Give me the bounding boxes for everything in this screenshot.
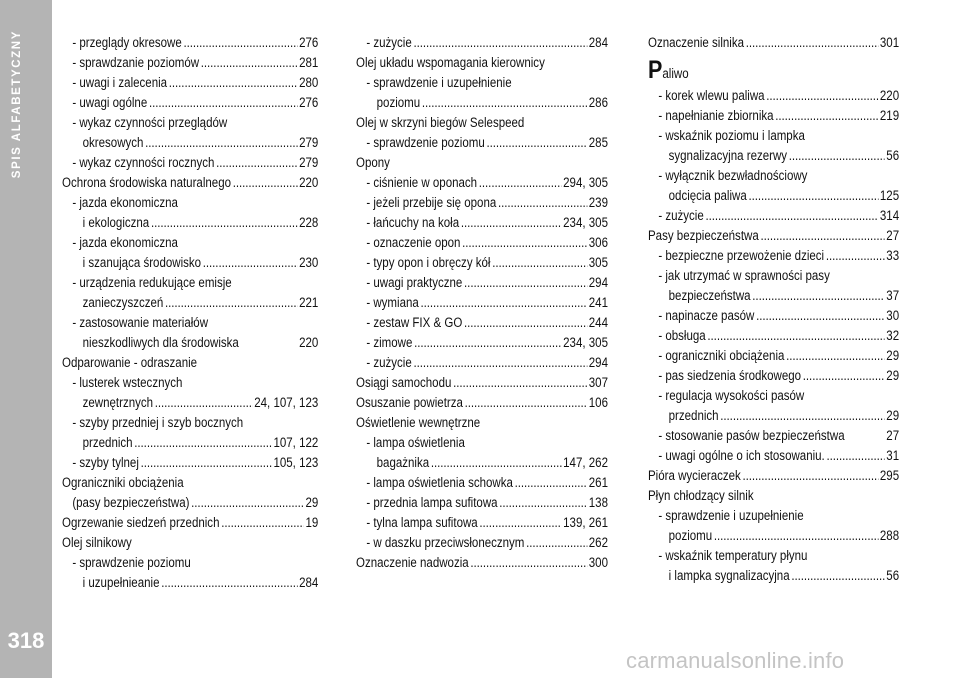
page-reference: 105, 123	[273, 455, 319, 470]
index-entry: Olej w skrzyni biegów Selespeed	[356, 115, 525, 130]
index-entry	[62, 153, 318, 173]
entry-text: - w daszku przeciwsłonecznym	[366, 535, 525, 550]
index-entry	[62, 73, 318, 93]
page-reference: 286	[588, 95, 608, 110]
entry-text: - pas siedzenia środkowego	[658, 368, 802, 383]
page-reference: 32	[886, 328, 900, 343]
entry-text: - ciśnienie w oponach	[366, 175, 478, 190]
dot-leader	[461, 213, 562, 233]
dot-leader	[414, 333, 561, 353]
index-entry: - jazda ekonomiczna	[72, 235, 178, 250]
dot-leader	[756, 306, 885, 326]
dot-leader	[191, 493, 304, 513]
page-reference: 261	[588, 475, 608, 490]
entry-text: Osiągi samochodu	[356, 375, 452, 390]
dot-leader	[165, 293, 297, 313]
dot-leader	[464, 313, 587, 333]
index-entry	[356, 373, 608, 393]
index-entry	[356, 513, 608, 533]
dot-leader	[826, 446, 884, 466]
section-heading-rest: aliwo	[662, 66, 689, 81]
page-reference: 234, 305	[563, 215, 608, 230]
index-entry	[356, 293, 608, 313]
dot-leader	[803, 366, 885, 386]
dot-leader	[169, 73, 298, 93]
entry-text: i lampka sygnalizacyjna	[668, 568, 790, 583]
entry-text: okresowych	[82, 135, 144, 150]
entry-text: Oznaczenie silnika	[648, 35, 745, 50]
page-reference: 107, 122	[273, 435, 319, 450]
index-entry: - jazda ekonomiczna	[72, 195, 178, 210]
page-reference: 294	[588, 275, 608, 290]
dot-leader	[413, 33, 587, 53]
index-entry	[648, 146, 899, 166]
index-entry	[356, 453, 608, 473]
dot-leader	[791, 566, 884, 586]
index-entry: - wykaz czynności przeglądów	[72, 115, 228, 130]
page-reference: 239	[588, 195, 608, 210]
page-reference: 220	[299, 335, 319, 350]
dot-leader	[826, 246, 885, 266]
index-entry	[648, 206, 899, 226]
entry-text: - korek wlewu paliwa	[658, 88, 765, 103]
sidebar-title: SPIS ALFABETYCZNY	[11, 30, 23, 179]
index-entry	[356, 493, 608, 513]
index-entry	[62, 573, 318, 593]
entry-text: - napełnianie zbiornika	[658, 108, 774, 123]
index-entry	[62, 93, 318, 113]
entry-text: - przednia lampa sufitowa	[366, 495, 498, 510]
entry-text: - lampa oświetlenia schowka	[366, 475, 513, 490]
entry-text: Pióra wycieraczek	[648, 468, 741, 483]
dot-leader	[221, 513, 304, 533]
entry-text: przednich	[668, 408, 719, 423]
page-reference: 307	[588, 375, 608, 390]
page-reference: 138	[588, 495, 608, 510]
index-entry: - sprawdzenie i uzupełnienie	[366, 75, 512, 90]
page-reference: 280	[299, 75, 319, 90]
dot-leader	[492, 253, 587, 273]
index-entry	[62, 433, 318, 453]
entry-text: - napinacze pasów	[658, 308, 755, 323]
entry-text: nieszkodliwych dla środowiska	[82, 335, 239, 350]
entry-text: - szyby tylnej	[72, 455, 139, 470]
page-reference: 279	[299, 155, 319, 170]
page-reference: 305	[588, 255, 608, 270]
index-entry	[356, 313, 608, 333]
entry-text: Osuszanie powietrza	[356, 395, 463, 410]
index-column-2	[356, 33, 608, 573]
entry-text: - ograniczniki obciążenia	[658, 348, 785, 363]
entry-text: Ochrona środowiska naturalnego	[62, 175, 232, 190]
entry-text: i uzupełnieanie	[82, 575, 160, 590]
page-reference: 294, 305	[563, 175, 608, 190]
index-entry	[648, 526, 899, 546]
index-entry	[648, 186, 899, 206]
page-reference: 281	[299, 55, 319, 70]
page-reference: 220	[299, 175, 319, 190]
index-entry	[648, 226, 899, 246]
dot-leader	[526, 533, 587, 553]
index-entry	[648, 566, 899, 586]
page-reference: 33	[886, 248, 900, 263]
index-entry	[62, 213, 318, 233]
index-entry: Opony	[356, 155, 390, 170]
dot-leader	[707, 326, 884, 346]
page-reference: 29	[305, 495, 319, 510]
index-entry	[648, 33, 899, 53]
dot-leader	[203, 253, 298, 273]
index-entry: - urządzenia redukujące emisje	[72, 275, 232, 290]
dot-leader	[479, 173, 562, 193]
dot-leader	[760, 226, 884, 246]
index-entry	[648, 346, 899, 366]
index-entry: Olej układu wspomagania kierownicy	[356, 55, 545, 70]
dot-leader	[705, 206, 878, 226]
index-entry	[356, 93, 608, 113]
index-column-1	[62, 33, 318, 593]
entry-text: - jeżeli przebije się opona	[366, 195, 497, 210]
dot-leader	[479, 513, 561, 533]
entry-text: - uwagi i zalecenia	[72, 75, 168, 90]
entry-text: (pasy bezpieczeństwa)	[72, 495, 190, 510]
dot-leader	[498, 193, 587, 213]
page-reference: 29	[886, 348, 900, 363]
index-entry	[648, 86, 899, 106]
entry-text: zewnętrznych	[82, 395, 154, 410]
dot-leader	[789, 146, 885, 166]
page-reference: 301	[879, 35, 900, 50]
section-letter: P	[648, 56, 663, 84]
entry-text: - zużycie	[366, 35, 412, 50]
dot-leader	[766, 86, 878, 106]
page-reference: 279	[299, 135, 319, 150]
index-entry	[356, 473, 608, 493]
dot-leader	[462, 233, 587, 253]
index-entry	[356, 133, 608, 153]
index-entry	[356, 233, 608, 253]
index-entry	[62, 493, 318, 513]
entry-text: bagażnika	[376, 455, 430, 470]
dot-leader	[720, 406, 884, 426]
entry-text: - uwagi ogólne o ich stosowaniu.	[658, 448, 825, 463]
page-number: 318	[7, 628, 45, 653]
entry-text: - uwagi praktyczne	[366, 275, 463, 290]
watermark: carmanualsonline.info	[626, 648, 845, 673]
index-entry	[356, 33, 608, 53]
page-reference: 147, 262	[563, 455, 608, 470]
index-entry	[356, 533, 608, 553]
index-entry	[62, 253, 318, 273]
page-reference: 228	[299, 215, 319, 230]
dot-leader	[216, 153, 297, 173]
page-reference: 27	[886, 428, 900, 443]
page-reference: 221	[299, 295, 319, 310]
dot-leader	[515, 473, 587, 493]
entry-text: Pasy bezpieczeństwa	[648, 228, 759, 243]
entry-text: bezpieczeństwa	[668, 288, 751, 303]
index-entry	[356, 353, 608, 373]
index-entry	[648, 106, 899, 126]
page-reference: 295	[879, 468, 900, 483]
page-reference: 56	[886, 148, 900, 163]
page-reference: 244	[588, 315, 608, 330]
page-reference: 285	[588, 135, 608, 150]
index-entry	[648, 326, 899, 346]
dot-leader	[184, 33, 298, 53]
entry-text: - obsługa	[658, 328, 706, 343]
entry-text: odcięcia paliwa	[668, 188, 747, 203]
entry-text: zanieczyszczeń	[82, 295, 164, 310]
page-reference: 37	[886, 288, 900, 303]
page-reference: 31	[886, 448, 900, 463]
index-entry: - lusterek wstecznych	[72, 375, 183, 390]
page-reference: 284	[588, 35, 608, 50]
dot-leader	[786, 346, 884, 366]
index-entry	[648, 246, 899, 266]
page-reference: 234, 305	[563, 335, 608, 350]
page-reference: 106	[588, 395, 608, 410]
index-entry	[648, 446, 899, 466]
entry-text: - łańcuchy na koła	[366, 215, 460, 230]
dot-leader	[421, 293, 588, 313]
index-entry	[648, 426, 899, 446]
entry-text: poziomu	[376, 95, 421, 110]
page-reference: 294	[588, 355, 608, 370]
index-entry	[62, 333, 318, 353]
index-entry: - wskaźnik poziomu i lampka	[658, 128, 805, 143]
entry-text: - zużycie	[366, 355, 412, 370]
dot-leader	[714, 526, 878, 546]
dot-leader	[748, 186, 878, 206]
page-reference: 241	[588, 295, 608, 310]
dot-leader	[752, 286, 884, 306]
dot-leader	[141, 453, 272, 473]
entry-text: - typy opon i obręczy kół	[366, 255, 491, 270]
entry-text: - wymiana	[366, 295, 419, 310]
entry-text: sygnalizacyjna rezerwy	[668, 148, 788, 163]
dot-leader	[470, 553, 587, 573]
dot-leader	[465, 393, 587, 413]
index-entry	[648, 366, 899, 386]
dot-leader	[775, 106, 878, 126]
dot-leader	[161, 573, 297, 593]
section-heading-p	[648, 56, 899, 84]
entry-text: - zimowe	[366, 335, 413, 350]
index-entry	[356, 273, 608, 293]
dot-leader	[149, 93, 297, 113]
page-reference: 306	[588, 235, 608, 250]
page-reference: 276	[299, 95, 319, 110]
entry-text: i ekologiczna	[82, 215, 150, 230]
entry-text: - przeglądy okresowe	[72, 35, 182, 50]
index-entry	[62, 33, 318, 53]
index-entry	[62, 513, 318, 533]
entry-text: - sprawdzanie poziomów	[72, 55, 200, 70]
sidebar	[0, 0, 52, 678]
page-reference: 276	[299, 35, 319, 50]
index-entry	[648, 306, 899, 326]
index-entry: - wskaźnik temperatury płynu	[658, 548, 808, 563]
page-reference: 300	[588, 555, 608, 570]
index-entry	[62, 293, 318, 313]
index-entry: - sprawdzenie i uzupełnienie	[658, 508, 804, 523]
dot-leader	[453, 373, 587, 393]
page-reference: 219	[879, 108, 900, 123]
entry-text: Ogrzewanie siedzeń przednich	[62, 515, 220, 530]
index-entry: - lampa oświetlenia	[366, 435, 465, 450]
dot-leader	[743, 466, 879, 486]
index-entry	[356, 253, 608, 273]
dot-leader	[145, 133, 297, 153]
page-reference: 284	[299, 575, 319, 590]
index-entry	[356, 393, 608, 413]
page-reference: 19	[305, 515, 319, 530]
index-entry	[648, 406, 899, 426]
index-entry: Odparowanie - odraszanie	[62, 355, 198, 370]
page-reference: 220	[879, 88, 900, 103]
index-entry: - regulacja wysokości pasów	[658, 388, 805, 403]
entry-text: - wykaz czynności rocznych	[72, 155, 215, 170]
dot-leader	[486, 133, 587, 153]
index-entry	[62, 453, 318, 473]
entry-text: - sprawdzenie poziomu	[366, 135, 485, 150]
dot-leader	[464, 273, 587, 293]
index-entry: - zastosowanie materiałów	[72, 315, 209, 330]
entry-text: - tylna lampa sufitowa	[366, 515, 478, 530]
page-reference: 56	[886, 568, 900, 583]
entry-text: - bezpieczne przewożenie dzieci	[658, 248, 825, 263]
page-reference: 230	[299, 255, 319, 270]
dot-leader	[499, 493, 587, 513]
page-reference: 24, 107, 123	[254, 395, 319, 410]
page-reference: 314	[879, 208, 900, 223]
index-entry: Oświetlenie wewnętrzne	[356, 415, 481, 430]
page-reference: 27	[886, 228, 900, 243]
index-entry	[62, 393, 318, 413]
entry-text: Oznaczenie nadwozia	[356, 555, 469, 570]
dot-leader	[413, 353, 587, 373]
entry-text: - uwagi ogólne	[72, 95, 148, 110]
page-reference: 29	[886, 408, 900, 423]
page-reference: 262	[588, 535, 608, 550]
page-reference: 30	[886, 308, 900, 323]
entry-text: - oznaczenie opon	[366, 235, 461, 250]
dot-leader	[233, 173, 298, 193]
index-entry: - szyby przedniej i szyb bocznych	[72, 415, 244, 430]
entry-text: przednich	[82, 435, 133, 450]
index-entry	[648, 286, 899, 306]
index-entry	[62, 133, 318, 153]
index-entry	[62, 173, 318, 193]
index-entry	[62, 53, 318, 73]
index-entry: - jak utrzymać w sprawności pasy	[658, 268, 830, 283]
index-entry	[648, 466, 899, 486]
dot-leader	[746, 33, 878, 53]
dot-leader	[134, 433, 271, 453]
dot-leader	[431, 453, 562, 473]
index-entry	[356, 333, 608, 353]
index-entry: Olej silnikowy	[62, 535, 132, 550]
index-entry: - wyłącznik bezwładnościowy	[658, 168, 808, 183]
entry-text: i szanująca środowisko	[82, 255, 202, 270]
entry-text: - zestaw FIX & GO	[366, 315, 463, 330]
index-entry	[356, 173, 608, 193]
dot-leader	[422, 93, 587, 113]
index-entry	[356, 193, 608, 213]
entry-text: - stosowanie pasów bezpieczeństwa	[658, 428, 845, 443]
dot-leader	[201, 53, 298, 73]
dot-leader	[155, 393, 253, 413]
entry-text: poziomu	[668, 528, 713, 543]
dot-leader	[151, 213, 297, 233]
entry-text: - zużycie	[658, 208, 704, 223]
index-entry	[356, 213, 608, 233]
page-reference: 29	[886, 368, 900, 383]
index-entry: - sprawdzenie poziomu	[72, 555, 191, 570]
page-reference: 288	[879, 528, 900, 543]
page-reference: 139, 261	[563, 515, 608, 530]
index-column-3	[648, 33, 899, 586]
page-reference: 125	[879, 188, 900, 203]
index-entry: Ograniczniki obciążenia	[62, 475, 184, 490]
index-entry: Płyn chłodzący silnik	[648, 488, 754, 503]
index-entry	[356, 553, 608, 573]
